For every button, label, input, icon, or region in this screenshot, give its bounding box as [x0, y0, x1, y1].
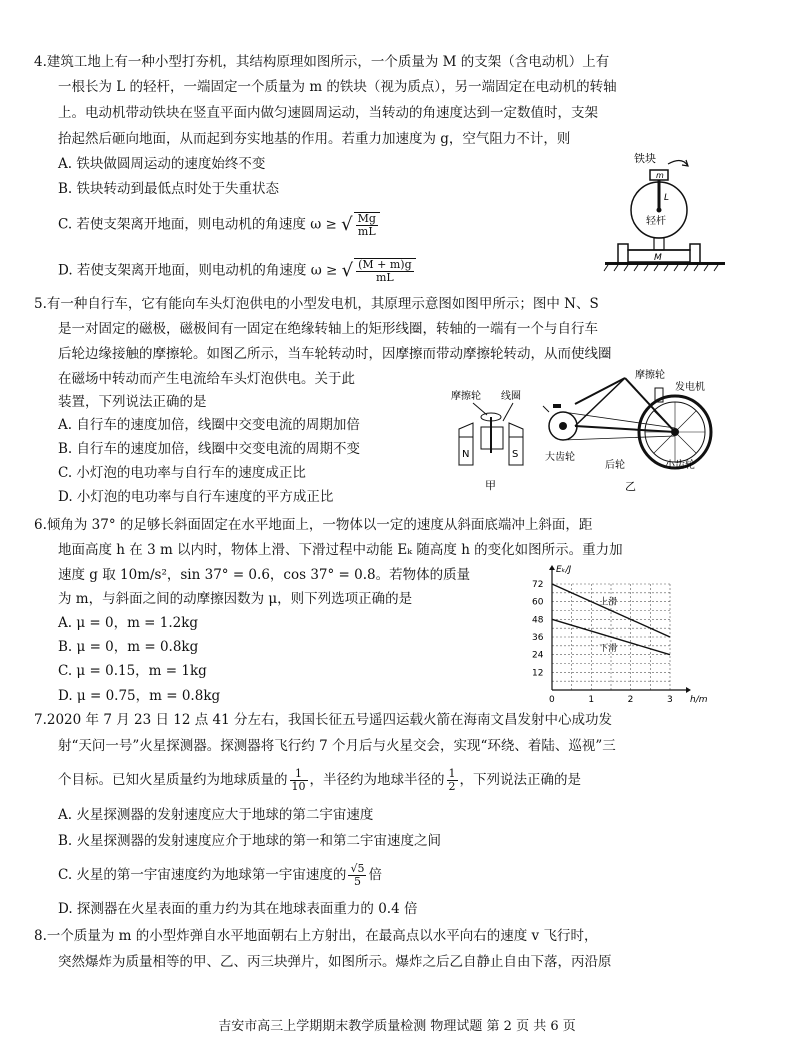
page-footer: 吉安市高三上学期期末教学质量检测 物理试题 第 2 页 共 6 页 — [218, 1019, 576, 1034]
q5-figure-jia — [445, 385, 545, 497]
q7-stem-line3 — [58, 768, 581, 793]
q4-stem-line2: 一根长为 L 的轻杆，一端固定一个质量为 m 的铁块（视为质点），另一端固定在电动机的转轴 — [58, 79, 617, 95]
fig-label-L: L — [664, 193, 670, 203]
y-axis-label: Eₖ/J — [556, 565, 572, 575]
sqrt-sign: √ — [341, 260, 354, 281]
q7-frac1-den: 10 — [291, 780, 306, 793]
q7-frac2-num: 1 — [448, 767, 456, 780]
x-tick-label: 2 — [627, 695, 634, 705]
q4-option-c — [58, 212, 380, 238]
x-axis-arrow — [686, 687, 691, 693]
q6-option-b: B. μ = 0，m = 0.8kg — [58, 639, 199, 655]
q5-stem-line4: 在磁场中转动而产生电流给车头灯泡供电。关于此 — [58, 371, 355, 387]
fig-label-yi: 乙 — [625, 480, 636, 493]
fig-label-jia: 甲 — [485, 479, 496, 492]
q4-option-d-text: D. 若使支架离开地面，则电动机的角速度 ω ≥ — [58, 262, 338, 279]
q6-stem-line3: 速度 g 取 10m/s²，sin 37° = 0.6，cos 37° = 0.8。若物体的质量 — [58, 567, 471, 583]
q6-option-d: D. μ = 0.75，m = 0.8kg — [58, 688, 221, 704]
q6-chart — [530, 560, 708, 710]
fig-label-S: S — [512, 449, 519, 460]
q4-option-d — [58, 258, 416, 284]
q7-stem-line3-post: ，下列说法正确的是 — [459, 772, 581, 788]
sqrt-sign: √ — [341, 214, 353, 235]
q5-stem-line5: 装置，下列说法正确的是 — [58, 394, 207, 410]
y-tick-label: 72 — [532, 580, 544, 590]
fig-label-M: M — [654, 253, 662, 263]
fig-label-big-gear: 大齿轮 — [545, 452, 575, 463]
q7-frac1-num: 1 — [290, 768, 308, 781]
fig-label-N: N — [462, 449, 470, 460]
series-label-2: 下滑 — [599, 644, 618, 654]
fig-label-friction2: 摩擦轮 — [635, 370, 665, 381]
q8-stem-line1: 8.一个质量为 m 的小型炸弹自水平地面朝右上方射出，在最高点以水平向右的速度 v 飞行时， — [34, 928, 598, 944]
fig-label-m: m — [656, 171, 664, 180]
q7-option-d: D. 探测器在火星表面的重力约为其在地球表面重力的 0.4 倍 — [58, 901, 418, 917]
ek-vs-h-chart — [530, 560, 708, 710]
q4-stem-line4: 抬起然后砸向地面，从而起到夯实地基的作用。若重力加速度为 g，空气阻力不计，则 — [58, 131, 571, 147]
q7-option-c-den: 5 — [353, 875, 361, 888]
q7-stem-line3-pre: 个目标。已知火星质量约为地球质量的 — [58, 772, 288, 788]
q7-frac2-den: 2 — [448, 780, 456, 793]
q5-stem-line1: 5.有一种自行车，它有能向车头灯泡供电的小型发电机，其原理示意图如图甲所示；图中 N、S — [34, 296, 599, 312]
fig-label-friction: 摩擦轮 — [451, 391, 481, 402]
y-tick-label: 36 — [532, 633, 544, 643]
y-axis-arrow — [549, 565, 555, 570]
q5-option-b: B. 自行车的速度加倍，线圈中交变电流的周期不变 — [58, 441, 361, 457]
q4-option-c-sqrt — [354, 212, 380, 238]
q4-stem-line3: 上。电动机带动铁块在竖直平面内做匀速圆周运动，当转动的角速度达到一定数值时，支架 — [58, 105, 598, 121]
q4-option-d-num: (M + m)g — [358, 258, 412, 271]
generator-principle-diagram — [445, 385, 545, 497]
y-tick-label: 24 — [532, 650, 544, 661]
y-tick-label: 48 — [532, 615, 544, 626]
fig-label-block: 铁块 — [634, 152, 656, 165]
q7-option-c — [58, 863, 382, 888]
y-tick-label: 60 — [532, 597, 544, 608]
q5-stem-line3: 后轮边缘接触的摩擦轮。如图乙所示，当车轮转动时，因摩擦而带动摩擦轮转动，从而使线圈 — [58, 346, 612, 362]
q4-stem-line1: 4.建筑工地上有一种小型打夯机，其结构原理如图所示，一个质量为 M 的支架（含电动机）上有 — [34, 54, 610, 70]
x-axis-label: h/m — [690, 695, 708, 705]
series-label-1: 上滑 — [599, 597, 618, 608]
q6-option-a: A. μ = 0，m = 1.2kg — [58, 615, 199, 631]
q8-stem-line2: 突然爆炸为质量相等的甲、乙、丙三块弹片，如图所示。爆炸之后乙自静止自由下落，丙沿原 — [58, 954, 612, 970]
q4-option-b: B. 铁块转动到最低点时处于失重状态 — [58, 181, 280, 197]
x-tick-label: 1 — [588, 695, 595, 705]
q7-option-c-pre: C. 火星的第一宇宙速度约为地球第一宇宙速度的 — [58, 867, 347, 883]
q4-option-c-den: mL — [357, 225, 376, 238]
q6-stem-line1: 6.倾角为 37° 的足够长斜面固定在水平地面上，一物体以一定的速度从斜面底端冲上斜面，距 — [34, 517, 593, 533]
q4-option-c-num: Mg — [357, 212, 376, 225]
q7-stem-line3-mid: ，半径约为地球半径的 — [309, 772, 445, 788]
bicycle-diagram — [545, 364, 720, 499]
q5-option-a: A. 自行车的速度加倍，线圈中交变电流的周期加倍 — [58, 417, 360, 433]
q7-option-c-post: 倍 — [368, 867, 382, 883]
q4-option-a: A. 铁块做圆周运动的速度始终不变 — [58, 156, 266, 172]
q7-option-a: A. 火星探测器的发射速度应大于地球的第二宇宙速度 — [58, 807, 374, 823]
q7-option-c-num: √5 — [350, 862, 365, 875]
y-tick-label: 12 — [532, 668, 544, 679]
q7-stem-line2: 射“天问一号”火星探测器。探测器将飞行约 7 个月后与火星交会，实现“环绕、着陆、巡视”三 — [58, 738, 616, 754]
fig-label-rod: 轻杆 — [646, 216, 666, 227]
fig-label-small-gear: 小齿轮 — [665, 460, 695, 471]
fig-label-rear: 后轮 — [605, 460, 625, 471]
q7-option-b: B. 火星探测器的发射速度应介于地球的第一和第二宇宙速度之间 — [58, 833, 442, 849]
q6-option-c: C. μ = 0.15，m = 1kg — [58, 663, 207, 679]
x-tick-label: 3 — [667, 695, 673, 705]
x-tick-label: 0 — [549, 695, 555, 705]
q5-stem-line2: 是一对固定的磁极，磁极间有一固定在绝缘转轴上的矩形线圈，转轴的一端有一个与自行车 — [58, 321, 598, 337]
q4-figure — [590, 150, 740, 276]
tamper-machine-diagram — [590, 150, 740, 276]
q4-option-c-text: C. 若使支架离开地面，则电动机的角速度 ω ≥ — [58, 216, 337, 233]
q7-stem-line1: 7.2020 年 7 月 23 日 12 点 41 分左右，我国长征五号遥四运载火箭在海南文昌发射中心成功发 — [34, 712, 612, 728]
q5-figure-yi — [545, 364, 720, 499]
fig-label-generator: 发电机 — [675, 382, 705, 393]
q5-option-d: D. 小灯泡的电功率与自行车速度的平方成正比 — [58, 489, 334, 505]
q5-option-c: C. 小灯泡的电功率与自行车的速度成正比 — [58, 465, 306, 481]
q6-stem-line4: 为 m，与斜面之间的动摩擦因数为 μ，则下列选项正确的是 — [58, 591, 413, 607]
q4-option-d-sqrt — [354, 258, 416, 284]
fig-label-coil: 线圈 — [501, 391, 521, 402]
q6-stem-line2: 地面高度 h 在 3 m 以内时，物体上滑、下滑过程中动能 Eₖ 随高度 h 的变化如图所示。重力加 — [58, 542, 623, 558]
q4-option-d-den: mL — [376, 271, 394, 284]
